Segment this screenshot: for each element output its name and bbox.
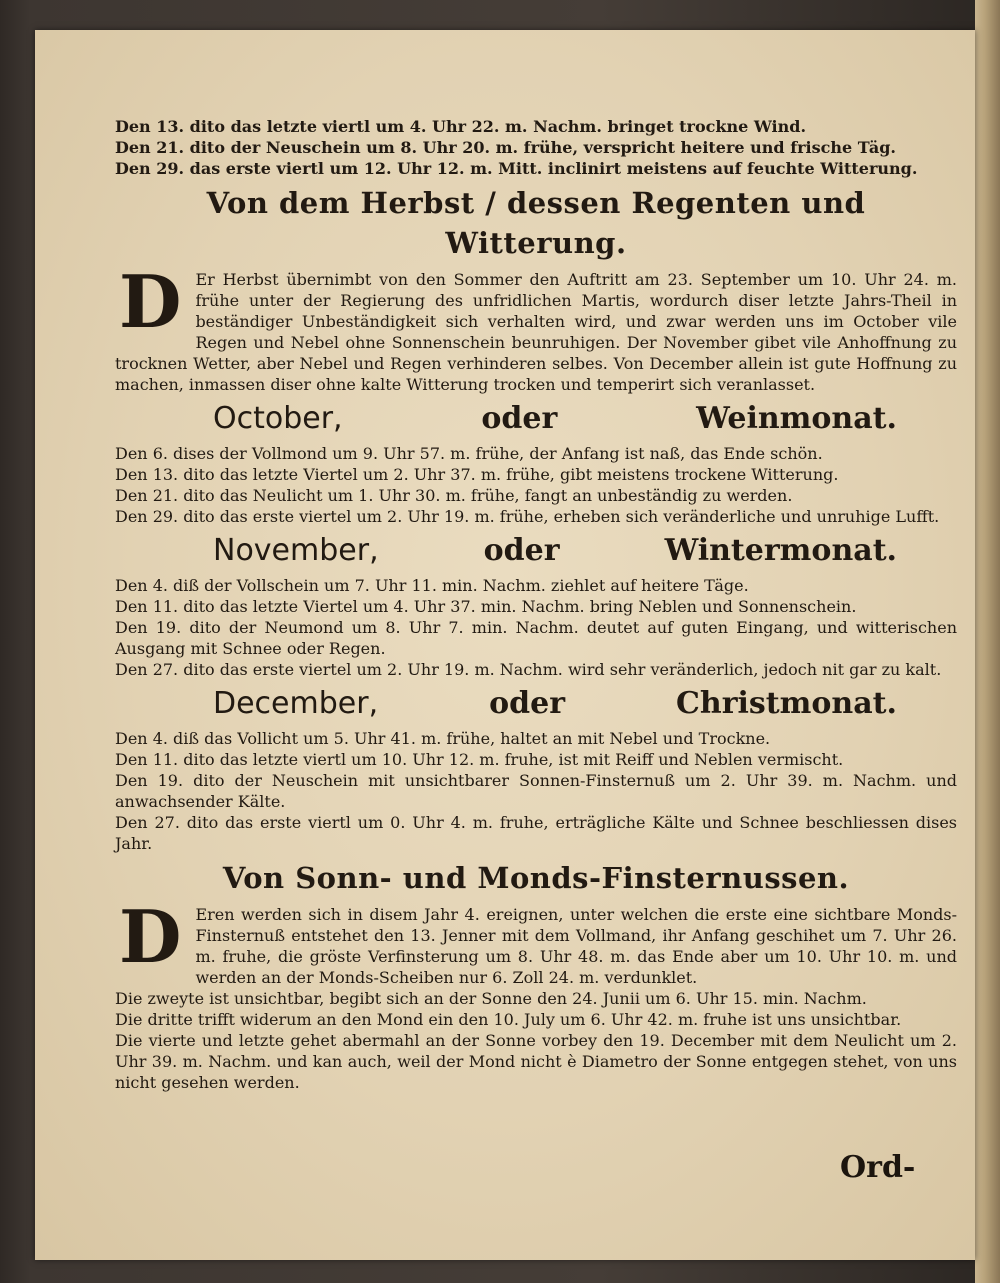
month-german-name: Weinmonat. [696,401,897,436]
september-moon-entries [115,116,957,179]
moon-entry: Den 4. diß das Vollicht um 5. Uhr 41. m. frühe, haltet an mit Nebel und Trockne. [115,729,771,748]
next-page-edge [975,0,1000,1283]
herbst-heading: Von dem Herbst / dessen Regenten und Witterung. [206,186,866,260]
moon-entry: Den 27. dito das erste viertel um 2. Uhr 19. m. Nachm. wird sehr veränderlich, jedoch nit gar zu kalt. [115,660,942,679]
eclipses-heading: Von Sonn- und Monds-Finsternussen. [222,861,850,895]
month-german-name: Wintermonat. [664,533,897,568]
month-german-name: Christmonat. [676,686,897,721]
october-entries [115,443,957,527]
drop-cap: D [119,894,182,979]
month-oder: oder [481,401,558,436]
page-text [115,116,957,1093]
moon-entry: Den 11. dito das letzte Viertel um 4. Uhr 37. min. Nachm. bring Neblen und Sonnenschein. [115,597,857,616]
month-latin-name: October, [213,401,343,436]
moon-entry: Den 4. diß der Vollschein um 7. Uhr 11. min. Nachm. ziehlet auf heitere Täge. [115,576,749,595]
eclipse-entry: Die vierte und letzte gehet abermahl an der Sonne vorbey den 19. December mit dem Neulicht um 2. Uhr 39. m. Nachm. und kan auch, weil der Mond nicht è Diametro der Sonne entgegen stehet, von uns nicht gesehen werden. [115,1031,957,1092]
month-latin-name: December, [213,686,379,721]
moon-entry: Den 27. dito das erste viertl um 0. Uhr 4. m. fruhe, erträgliche Kälte und Schnee beschliessen dises Jahr. [115,813,957,853]
eclipse-entry: Die dritte trifft widerum an den Mond ein den 10. July um 6. Uhr 42. m. fruhe ist uns unsichtbar. [115,1010,902,1029]
catchword: Ord- [840,1150,916,1185]
eclipse-entry: Die zweyte ist unsichtbar, begibt sich an der Sonne den 24. Junii um 6. Uhr 15. min. Nachm. [115,989,867,1008]
october-heading [115,399,957,439]
moon-entry: Den 19. dito der Neuschein mit unsichtbarer Sonnen-Finsternuß um 2. Uhr 39. m. Nachm. und anwachsender Kälte. [115,771,957,811]
december-heading [115,684,957,724]
moon-entry: Den 13. dito das letzte Viertel um 2. Uhr 37. m. frühe, gibt meistens trockene Witterung. [115,465,839,484]
moon-entry: Den 21. dito der Neuschein um 8. Uhr 20. m. frühe, verspricht heitere und frische Täg. [115,138,896,157]
moon-entry: Den 29. dito das erste viertel um 2. Uhr 19. m. frühe, erheben sich veränderliche und unruhige Lufft. [115,507,940,526]
december-entries [115,728,957,854]
november-entries [115,575,957,680]
month-latin-name: November, [213,533,379,568]
drop-cap: D [119,259,182,344]
herbst-text: Er Herbst übernimbt von den Sommer den Auftritt am 23. September um 10. Uhr 24. m. frühe unter der Regierung des unfridlichen Martis, wordurch diser letzte Jahrs-Theil in beständiger Unbeständigkeit sich verhalten wird, und zwar werden uns im October vile Regen und Nebel ohne Sonnenschein beunruhigen. Der November gibet vile Anhoffnung zu trocknen Wetter, aber Nebel und Regen verhinderen selbes. Von December allein ist gute Hoffnung zu machen, inmassen diser ohne kalte Witterung trocken und temperirt sich veranlasset. [115,270,957,394]
november-heading [115,531,957,571]
eclipse-list [115,988,957,1093]
month-oder: oder [483,533,560,568]
document-page [35,30,975,1260]
moon-entry: Den 11. dito das letzte viertl um 10. Uhr 12. m. fruhe, ist mit Reiff und Neblen vermischt. [115,750,844,769]
moon-entry: Den 13. dito das letzte viertl um 4. Uhr 22. m. Nachm. bringet trockne Wind. [115,117,807,136]
moon-entry: Den 29. das erste viertl um 12. Uhr 12. m. Mitt. inclinirt meistens auf feuchte Witterung. [115,159,918,178]
moon-entry: Den 6. dises der Vollmond um 9. Uhr 57. m. frühe, der Anfang ist naß, das Ende schön. [115,444,823,463]
eclipses-paragraph [115,894,957,988]
eclipses-text: Eren werden sich in disem Jahr 4. ereignen, unter welchen die erste eine sichtbare Monds-Finsternuß entstehet den 13. Jenner mit dem Vollmand, ihr Anfang geschihet um 7. Uhr 26. m. fruhe, die gröste Verfinsterung um 8. Uhr 48. m. das Ende aber um 10. Uhr 10. m. und werden an der Monds-Scheiben nur 6. Zoll 24. m. verdunklet. [195,905,957,987]
herbst-paragraph [115,259,957,395]
moon-entry: Den 21. dito das Neulicht um 1. Uhr 30. m. frühe, fangt an unbeständig zu werden. [115,486,793,505]
month-oder: oder [489,686,566,721]
moon-entry: Den 19. dito der Neumond um 8. Uhr 7. min. Nachm. deutet auf guten Eingang, und witterischen Ausgang mit Schnee oder Regen. [115,618,957,658]
